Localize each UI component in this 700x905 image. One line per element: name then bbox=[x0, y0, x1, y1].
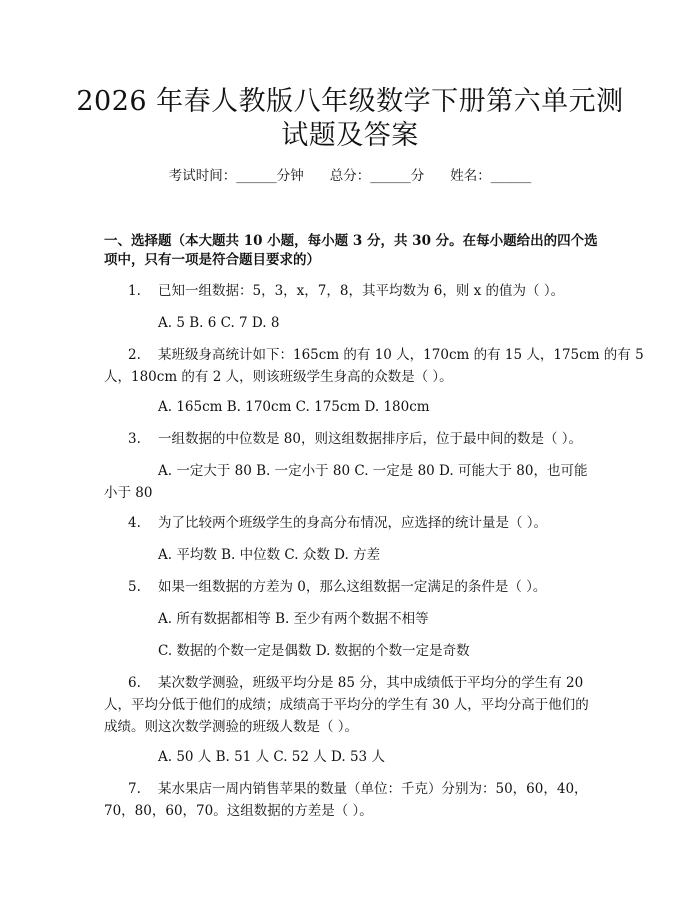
question-7-stem bbox=[128, 778, 588, 800]
question-4-number: 4. bbox=[128, 515, 141, 531]
question-3-stem bbox=[128, 428, 582, 450]
question-5-options-line-1: A. 所有数据都相等 B. 至少有两个数据不相等 bbox=[158, 611, 429, 627]
question-7-number: 7. bbox=[128, 781, 141, 797]
question-2-text-line-2: 人，180cm 的有 2 人，则该班级学生身高的众数是（ ）。 bbox=[104, 369, 453, 385]
question-3-options-line-1: A. 一定大于 80 B. 一定小于 80 C. 一定是 80 D. 可能大于 80，也可能 bbox=[158, 463, 588, 479]
exam-info-line bbox=[0, 166, 700, 186]
question-2-text-line-1: 某班级身高统计如下：165cm 的有 10 人，170cm 的有 15 人，175cm 的有 5 bbox=[158, 347, 644, 363]
document-title-line-2: 试题及答案 bbox=[281, 120, 419, 151]
question-7-text-line-1: 某水果店一周内销售苹果的数量（单位：千克）分别为：50，60，40， bbox=[158, 781, 588, 797]
question-5-stem bbox=[128, 576, 546, 598]
question-1-options: A. 5 B. 6 C. 7 D. 8 bbox=[158, 315, 280, 331]
question-6-text-line-2: 人，平均分低于他们的成绩；成绩高于平均分的学生有 30 人，平均分高于他们的 bbox=[104, 697, 589, 713]
question-3-options-line-2: 小于 80 bbox=[104, 485, 153, 501]
document-title-line-1: 2026 年春人教版八年级数学下册第六单元测 bbox=[76, 86, 624, 117]
question-1-stem bbox=[128, 280, 564, 302]
question-2-number: 2. bbox=[128, 347, 141, 363]
question-3-text-line-1: 一组数据的中位数是 80，则这组数据排序后，位于最中间的数是（ ）。 bbox=[158, 431, 583, 447]
question-6-options: A. 50 人 B. 51 人 C. 52 人 D. 53 人 bbox=[158, 749, 385, 765]
question-5-text-line-1: 如果一组数据的方差为 0，那么这组数据一定满足的条件是（ ）。 bbox=[158, 579, 547, 595]
question-6-number: 6. bbox=[128, 675, 141, 691]
question-2-options: A. 165cm B. 170cm C. 175cm D. 180cm bbox=[158, 399, 430, 415]
question-5-number: 5. bbox=[128, 579, 141, 595]
question-1-text-line-1: 已知一组数据：5，3，x，7，8，其平均数为 6，则 x 的值为（ ）。 bbox=[158, 283, 565, 299]
question-6-text-line-3: 成绩。则这次数学测验的班级人数是（ ）。 bbox=[104, 719, 359, 735]
question-6-stem bbox=[128, 672, 583, 694]
total-score-field: 总分：______分 bbox=[329, 168, 425, 184]
section-heading-line-2: 项中，只有一项是符合题目要求的） bbox=[104, 252, 320, 268]
question-6-text-line-1: 某次数学测验，班级平均分是 85 分，其中成绩低于平均分的学生有 20 bbox=[158, 675, 584, 691]
question-4-stem bbox=[128, 512, 547, 534]
question-2-stem bbox=[128, 344, 644, 366]
section-heading-line-1: 一、选择题（本大题共 10 小题，每小题 3 分，共 30 分。在每小题给出的四个选 bbox=[104, 233, 598, 249]
exam-time-field: 考试时间：______分钟 bbox=[168, 168, 304, 184]
student-name-field: 姓名：______ bbox=[450, 168, 532, 184]
question-1-number: 1. bbox=[128, 283, 141, 299]
question-3-number: 3. bbox=[128, 431, 141, 447]
question-5-options-line-2: C. 数据的个数一定是偶数 D. 数据的个数一定是奇数 bbox=[158, 643, 470, 659]
question-7-text-line-2: 70，80，60，70。这组数据的方差是（ ）。 bbox=[104, 803, 373, 819]
question-4-text-line-1: 为了比较两个班级学生的身高分布情况，应选择的统计量是（ ）。 bbox=[158, 515, 548, 531]
question-4-options: A. 平均数 B. 中位数 C. 众数 D. 方差 bbox=[158, 547, 381, 563]
